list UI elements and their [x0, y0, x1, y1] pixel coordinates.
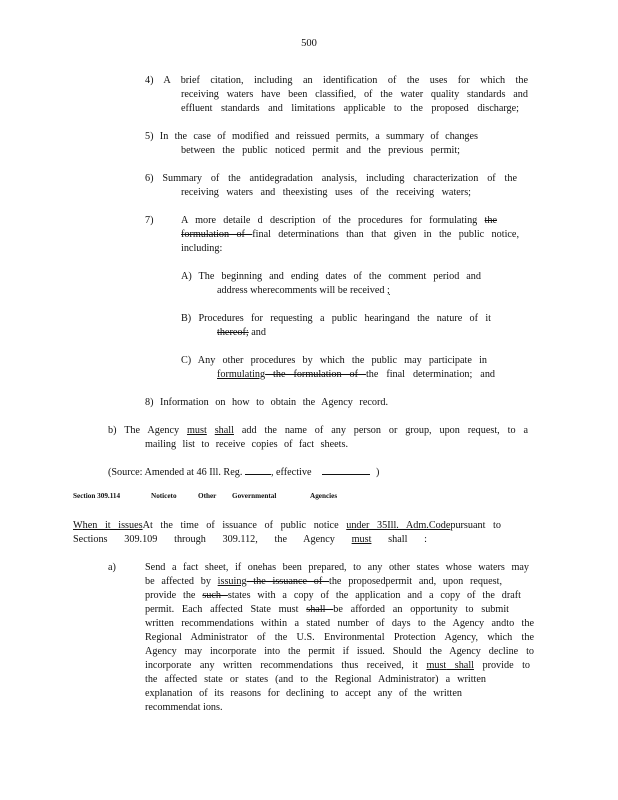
- item-7-line-3: including:: [181, 243, 223, 254]
- underlined-text: shall: [446, 660, 474, 671]
- item-7a-line-2: address wherecomments will be received ;: [217, 285, 390, 296]
- underlined-text: shall: [214, 425, 234, 436]
- intro-line-2: Sections 309.109 through 309.112, the Agency must shall :: [73, 534, 427, 545]
- para-a-line-2: be affected by issuing the issuance of the proposedpermit and, upon request,: [145, 576, 502, 587]
- item-b-line-2: mailing list to receive copies of fact sheets.: [145, 439, 348, 450]
- para-a-number: a): [108, 562, 116, 573]
- strikethrough-text: the formulation of: [265, 369, 366, 380]
- section-title-word: Agencies: [310, 492, 338, 500]
- strikethrough-text: such: [202, 590, 228, 601]
- item-7-line-2: formulation of final determinations than that given in the public notice,: [181, 229, 519, 240]
- underlined-text: When it issues: [73, 520, 143, 531]
- para-a-line-5: written recommendations within a stated number of days to the Agency andto the: [145, 618, 534, 629]
- para-a-line-1: Send a fact sheet, if onehas been prepared, to any other states whose waters may: [145, 562, 529, 573]
- strikethrough-text: formulation of: [181, 229, 253, 240]
- item-7c-line-1: C) Any other procedures by which the public may participate in: [181, 355, 487, 366]
- underlined-text: ;: [387, 285, 390, 296]
- para-a-line-10: explanation of its reasons for declining to accept any of the written: [145, 688, 462, 699]
- strikethrough-text: the issuance of: [246, 576, 329, 587]
- item-6-line-2: receiving waters and theexisting uses of the receiving waters;: [181, 187, 471, 198]
- section-title-word: Governmental: [232, 492, 277, 500]
- source-note: (Source: Amended at 46 Ill. Reg. , effective ): [108, 467, 380, 478]
- item-5-line-1: 5) In the case of modified and reissued permits, a summary of changes: [145, 131, 478, 142]
- item-4-line-1: 4) A brief citation, including an identification of the uses for which the: [145, 75, 528, 86]
- para-a-line-8: incorporate any written recommendations thus received, it must shall provide to: [145, 660, 531, 671]
- blank-line: [322, 465, 370, 475]
- item-7-number: 7): [145, 215, 154, 226]
- underlined-text: formulating: [217, 369, 266, 380]
- underlined-text: issuing: [217, 576, 247, 587]
- para-a-line-6: Regional Administrator of the U.S. Environmental Protection Agency, which the: [145, 632, 534, 643]
- item-7-line-1: A more detaile d description of the procedures for formulating the: [181, 215, 497, 226]
- section-title-word: Noticeto: [151, 492, 177, 500]
- page-number: 500: [301, 38, 317, 49]
- para-a-line-9: the affected state or states (and to the Regional Administrator) a written: [145, 674, 486, 685]
- item-4-line-3: effluent standards and limitations applicable to the proposed discharge;: [181, 103, 519, 114]
- item-7c-line-2: formulating the formulation of the final determination; and: [217, 369, 496, 380]
- item-7b-line-2: thereof; and: [217, 327, 266, 338]
- item-8: 8) Information on how to obtain the Agency record.: [145, 397, 388, 408]
- item-5-line-2: between the public noticed permit and the previous permit;: [181, 145, 460, 156]
- item-7a-line-1: A) The beginning and ending dates of the comment period and: [181, 271, 481, 282]
- section-title-word: Other: [198, 492, 217, 500]
- para-a-line-4: permit. Each affected State must shall be afforded an opportunity to submit: [145, 604, 509, 615]
- para-a-line-3: provide the such states with a copy of the application and a copy of the draft: [145, 590, 521, 601]
- underlined-text: must: [186, 425, 207, 436]
- para-a-line-11: recommendat ions.: [145, 702, 223, 713]
- underlined-text: must: [426, 660, 447, 671]
- underlined-text: must: [351, 534, 372, 545]
- strikethrough-text: thereof;: [217, 327, 249, 338]
- item-4-line-2: receiving waters have been classified, of the water quality standards and: [181, 89, 528, 100]
- para-a-line-7: Agency may incorporate into the permit if issued. Should the Agency decline to: [145, 646, 534, 657]
- strikethrough-text: shall: [306, 604, 334, 615]
- blank-line: [245, 465, 271, 475]
- section-number: Section 309.114: [73, 492, 121, 500]
- intro-line-1: When it issuesAt the time of issuance of public notice under 35Ill. Adm.Codepursuant to: [73, 520, 501, 531]
- strikethrough-text: the: [484, 215, 497, 226]
- item-b-line-1: b) The Agency must shall add the name of any person or group, upon request, to a: [108, 425, 528, 436]
- item-6-line-1: 6) Summary of the antidegradation analysis, including characterization of the: [145, 173, 517, 184]
- item-7b-line-1: B) Procedures for requesting a public hearingand the nature of it: [181, 313, 491, 324]
- underlined-text: under 35Ill. Adm.Code: [346, 520, 451, 531]
